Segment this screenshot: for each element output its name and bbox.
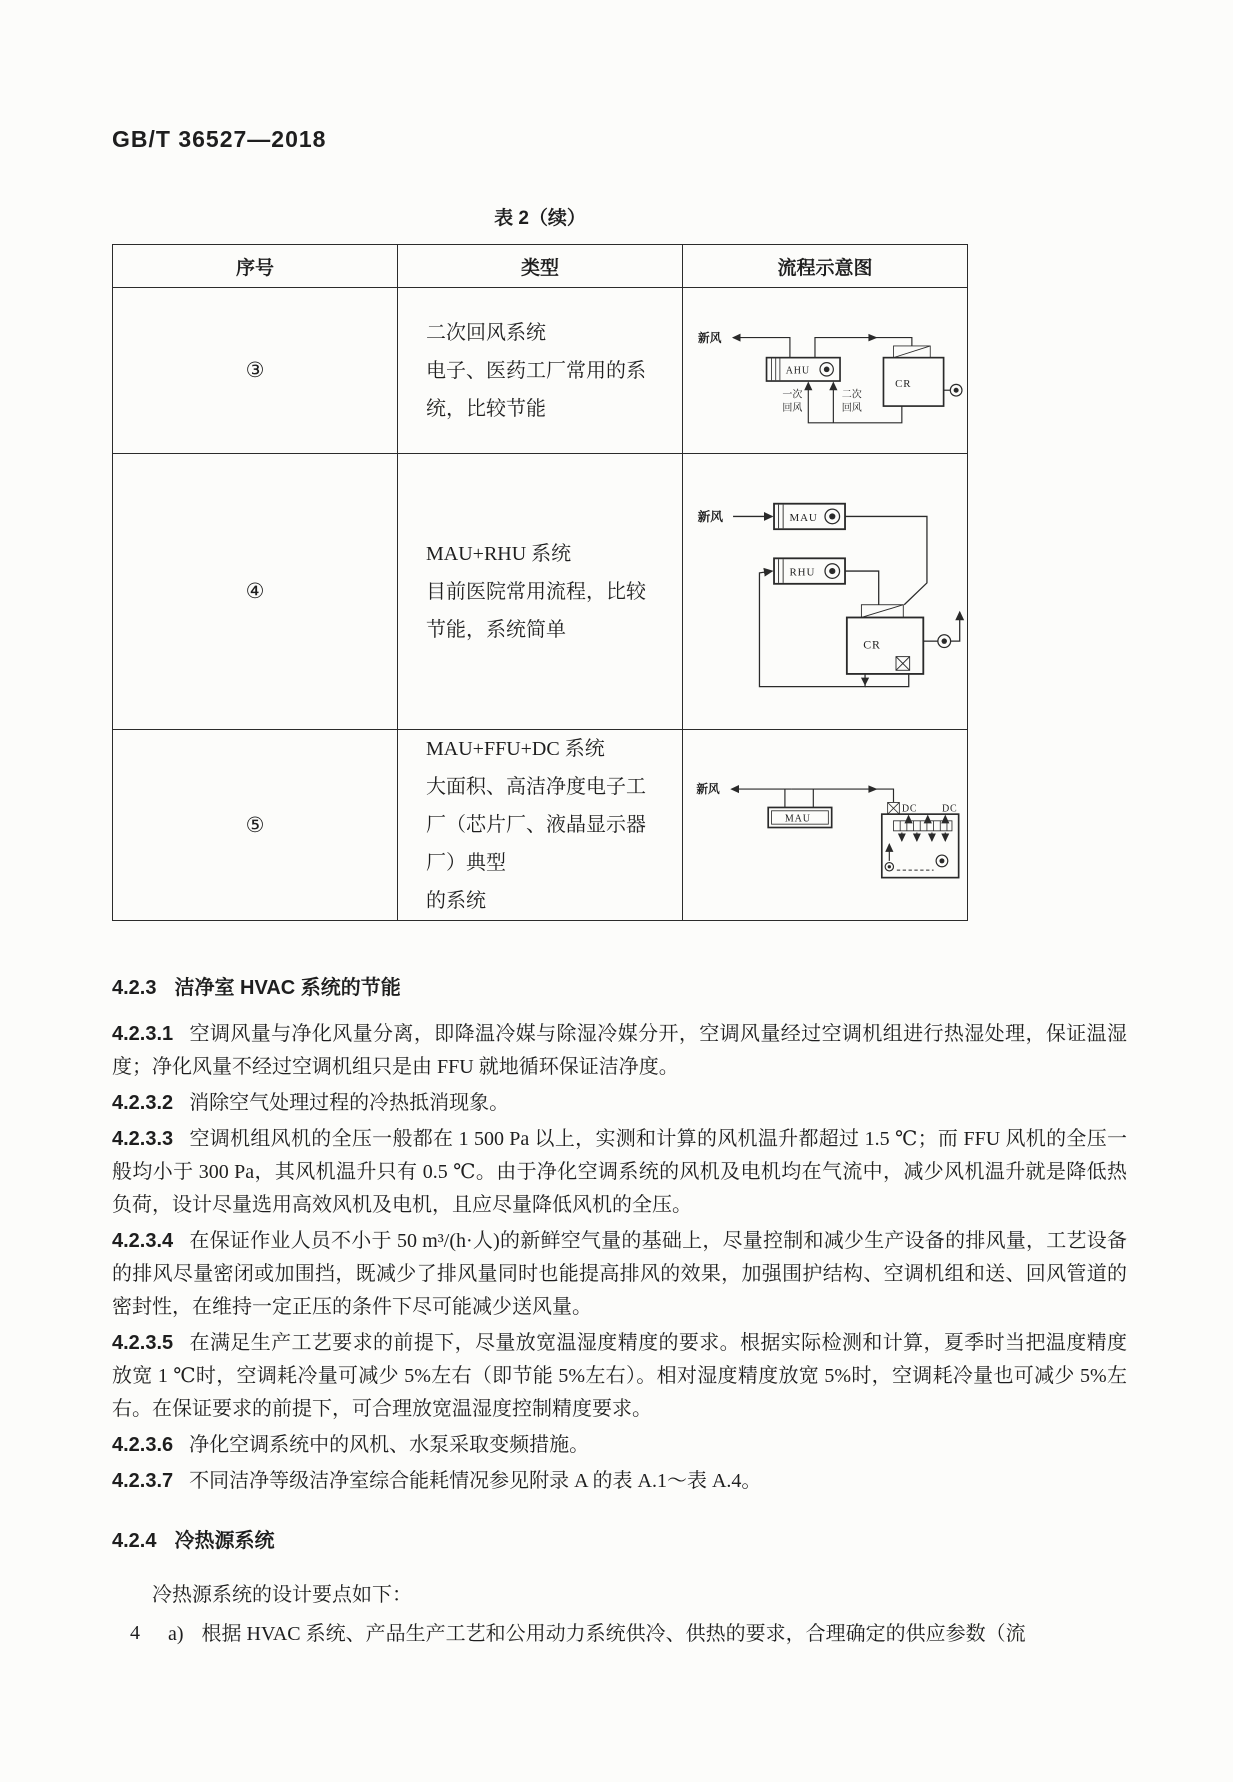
systems-table — [112, 244, 968, 921]
list-item-text: 根据 HVAC 系统、产品生产工艺和公用动力系统供冷、供热的要求，合理确定的供应参数（流 — [201, 1623, 1026, 1645]
clause-text: 不同洁净等级洁净室综合能耗情况参见附录 A 的表 A.1～表 A.4。 — [189, 1470, 762, 1492]
table-row — [113, 730, 968, 921]
primary-return-label: 一次 — [782, 389, 803, 401]
type-line: 二次回风系统 — [426, 321, 546, 344]
cleanroom-label: CR — [863, 636, 881, 651]
supply-duct — [792, 789, 894, 802]
clause-text: 在保证作业人员不小于 50 m³/(h·人)的新鲜空气量的基础上，尽量控制和减少生产设备的排风量，工艺设备的排风尽量密闭或加围挡，既减少了排风量同时也能提高排风的效果，加强围护结构、空调机组和送、回风管道的密封性，在维持一定正压的条件下尽可能减少送风量。 — [112, 1230, 1127, 1318]
supply-duct — [815, 337, 912, 357]
clause-4-2-3-6 — [112, 1429, 1127, 1462]
type-cell — [398, 288, 683, 454]
fresh-air-label: 新风 — [697, 509, 724, 524]
section-intro: 冷热源系统的设计要点如下： — [152, 1584, 412, 1606]
row-number: ③ — [113, 288, 398, 454]
clause-number: 4.2.3.7 — [112, 1470, 174, 1492]
supply-arrow — [868, 785, 877, 793]
column-header-no: 序号 — [113, 245, 398, 288]
cleanroom-box — [847, 617, 923, 673]
return-duct-2 — [865, 673, 909, 686]
clause-4-2-3-5 — [112, 1327, 1127, 1426]
type-cell — [398, 454, 683, 730]
clause-number: 4.2.3.2 — [112, 1092, 174, 1114]
clause-number: 4.2.3.1 — [112, 1023, 174, 1045]
section-heading-424 — [112, 1524, 1127, 1553]
column-header-diagram: 流程示意图 — [683, 245, 968, 288]
section-title: 洁净室 HVAC 系统的节能 — [174, 977, 401, 999]
list-marker: a) — [168, 1623, 184, 1645]
diagram-cell — [683, 454, 968, 730]
clause-4-2-3-1 — [112, 1018, 1127, 1084]
secondary-return-label2: 回风 — [841, 402, 862, 414]
page-number: 4 — [130, 1622, 140, 1644]
section-number: 4.2.3 — [112, 977, 157, 999]
secondary-return-label: 二次 — [841, 389, 862, 401]
fresh-air-label: 新风 — [696, 783, 720, 797]
cleanroom-label: CR — [895, 377, 912, 390]
clause-text: 空调机组风机的全压一般都在 1 500 Pa 以上，实测和计算的风机温升都超过 1.5 ℃；而 FFU 风机的全压一般均小于 300 Pa，其风机温升只有 0.5 ℃。由于净化空调系统的风机及电机均在气流中，减少风机温升就是降低热负荷，设计尽量选用高效风机及电机，且应尽量降低风机的全压。 — [112, 1128, 1127, 1216]
type-line: 电子、医药工厂常用的系统，比较节能 — [426, 359, 646, 420]
table-title: 表 2（续） — [494, 208, 586, 229]
page-content — [112, 0, 1127, 1651]
clause-text: 消除空气处理过程的冷热抵消现象。 — [189, 1092, 510, 1114]
row-number: ⑤ — [113, 730, 398, 921]
clause-4-2-3-4 — [112, 1225, 1127, 1324]
flow-diagram-secondary-return — [683, 295, 967, 447]
mau-supply-duct — [845, 516, 927, 604]
flow-diagram-mau-ffu-dc — [683, 746, 967, 904]
type-cell — [398, 730, 683, 921]
row-number: ④ — [113, 454, 398, 730]
clause-text: 在满足生产工艺要求的前提下，尽量放宽温湿度精度的要求。根据实际检测和计算，夏季时当把温度精度放宽 1 ℃时，空调耗冷量可减少 5%左右（即节能 5%左右）。相对湿度精度放宽 5%时，空调耗冷量也可减少 5%左右。在保证要求的前提下，可合理放宽温湿度控制精度要求。 — [112, 1332, 1127, 1420]
fresh-air-label: 新风 — [698, 331, 722, 345]
rhu-label: RHU — [789, 566, 816, 579]
dc-label-left: DC — [901, 803, 918, 815]
type-line: MAU+RHU 系统 — [426, 542, 572, 565]
mau-label: MAU — [789, 511, 818, 524]
ffu-row — [893, 821, 951, 831]
clause-text: 净化空调系统中的风机、水泵采取变频措施。 — [189, 1434, 590, 1456]
ahu-label: AHU — [785, 365, 810, 377]
standard-number: GB/T 36527—2018 — [112, 126, 327, 152]
section-number: 4.2.4 — [112, 1530, 157, 1552]
clause-number: 4.2.3.6 — [112, 1434, 174, 1456]
section-title: 冷热源系统 — [174, 1530, 275, 1552]
type-line: 目前医院常用流程，比较节能，系统简单 — [426, 580, 646, 641]
clause-4-2-3-7 — [112, 1465, 1127, 1498]
clause-text: 空调风量与净化风量分离，即降温冷媒与除湿冷媒分开，空调风量经过空调机组进行热湿处理，保证温湿度；净化风量不经过空调机组只是由 FFU 就地循环保证洁净度。 — [112, 1023, 1127, 1078]
table-header-row — [113, 245, 968, 288]
rhu-supply-duct — [845, 571, 879, 605]
clause-number: 4.2.3.4 — [112, 1230, 174, 1252]
mau-label: MAU — [784, 813, 811, 825]
supply-arrow — [868, 333, 877, 341]
return-duct — [759, 571, 865, 687]
flow-diagram-mau-rhu — [683, 474, 967, 710]
clause-4-2-3-3 — [112, 1123, 1127, 1222]
column-header-type: 类型 — [398, 245, 683, 288]
clause-number: 4.2.3.5 — [112, 1332, 174, 1354]
table-row — [113, 288, 968, 454]
clause-4-2-3-2 — [112, 1087, 1127, 1120]
type-line: 的系统 — [426, 890, 486, 912]
type-line: 大面积、高洁净度电子工厂（芯片厂、液晶显示器厂）典型 — [426, 776, 646, 874]
dc-label-right: DC — [941, 803, 958, 815]
list-item-a — [112, 1618, 1127, 1651]
primary-return-label2: 回风 — [782, 402, 803, 414]
fresh-air-duct — [733, 337, 790, 357]
section-heading-423 — [112, 971, 1127, 1000]
return-arrow — [861, 677, 869, 685]
diagram-cell — [683, 730, 968, 921]
cleanroom-box — [883, 357, 943, 405]
diagram-cell — [683, 288, 968, 454]
table-row — [113, 454, 968, 730]
type-line: MAU+FFU+DC 系统 — [426, 738, 605, 760]
clause-number: 4.2.3.3 — [112, 1128, 174, 1150]
exhaust-duct — [951, 612, 960, 641]
